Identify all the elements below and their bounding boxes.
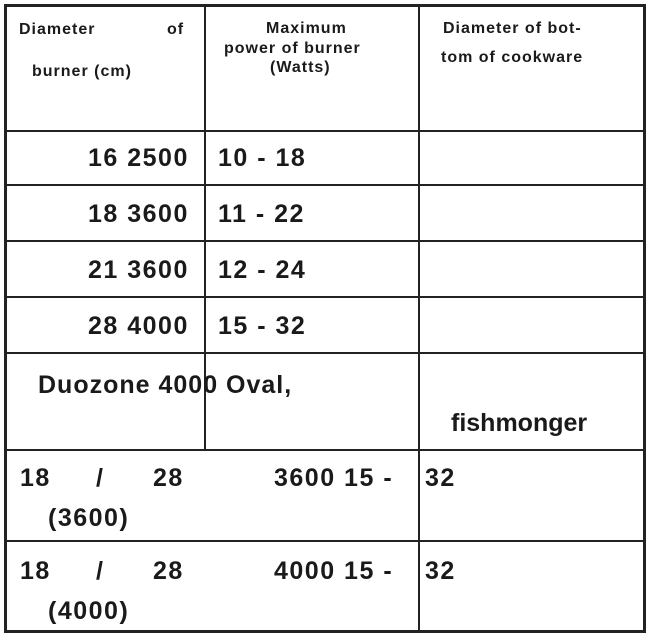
cookware-diameter-range: 12 - 24 [218, 256, 307, 284]
row-divider [4, 296, 646, 298]
fishmonger-label: fishmonger [451, 409, 588, 437]
table-border-top [4, 4, 646, 7]
dual-diameter-second: 28 [153, 557, 184, 585]
table-border-left [4, 4, 7, 633]
header-burner-cm-label: burner (cm) [32, 63, 132, 80]
row-divider [4, 352, 646, 354]
table-border-bottom [4, 630, 646, 633]
dual-range-end: 32 [425, 464, 456, 492]
cookware-diameter-range: 15 - 32 [218, 312, 307, 340]
duozone-oval-label: Duozone 4000 Oval, [38, 371, 293, 399]
burner-diameter-power: 18 3600 [88, 200, 189, 228]
dual-watts-paren: (4000) [48, 597, 130, 625]
cookware-diameter-range: 10 - 18 [218, 144, 307, 172]
header-of-label: of [167, 21, 185, 38]
row-divider [4, 240, 646, 242]
dual-diameter-second: 28 [153, 464, 184, 492]
dual-diameter-separator: / [96, 464, 105, 492]
burner-diameter-power: 28 4000 [88, 312, 189, 340]
burner-diameter-power: 16 2500 [88, 144, 189, 172]
row-divider [4, 184, 646, 186]
dual-power-range: 4000 15 - [274, 557, 394, 585]
header-watts-label: (Watts) [270, 59, 331, 76]
header-power-of-burner-label: power of burner [224, 40, 361, 57]
dual-diameter-first: 18 [20, 464, 51, 492]
dual-diameter-first: 18 [20, 557, 51, 585]
table-border-right [643, 4, 646, 633]
dual-power-range: 3600 15 - [274, 464, 394, 492]
row-divider [4, 130, 646, 132]
header-maximum-label: Maximum [266, 20, 347, 37]
row-divider [4, 540, 646, 542]
header-cookware-diameter-line1: Diameter of bot- [443, 20, 582, 37]
column-divider-2 [418, 4, 420, 633]
header-cookware-diameter-line2: tom of cookware [441, 49, 584, 66]
burner-diameter-power: 21 3600 [88, 256, 189, 284]
cookware-diameter-range: 11 - 22 [218, 200, 305, 228]
dual-range-end: 32 [425, 557, 456, 585]
dual-diameter-separator: / [96, 557, 105, 585]
row-divider [4, 449, 646, 451]
dual-watts-paren: (3600) [48, 504, 130, 532]
header-diameter-label: Diameter [19, 21, 96, 38]
